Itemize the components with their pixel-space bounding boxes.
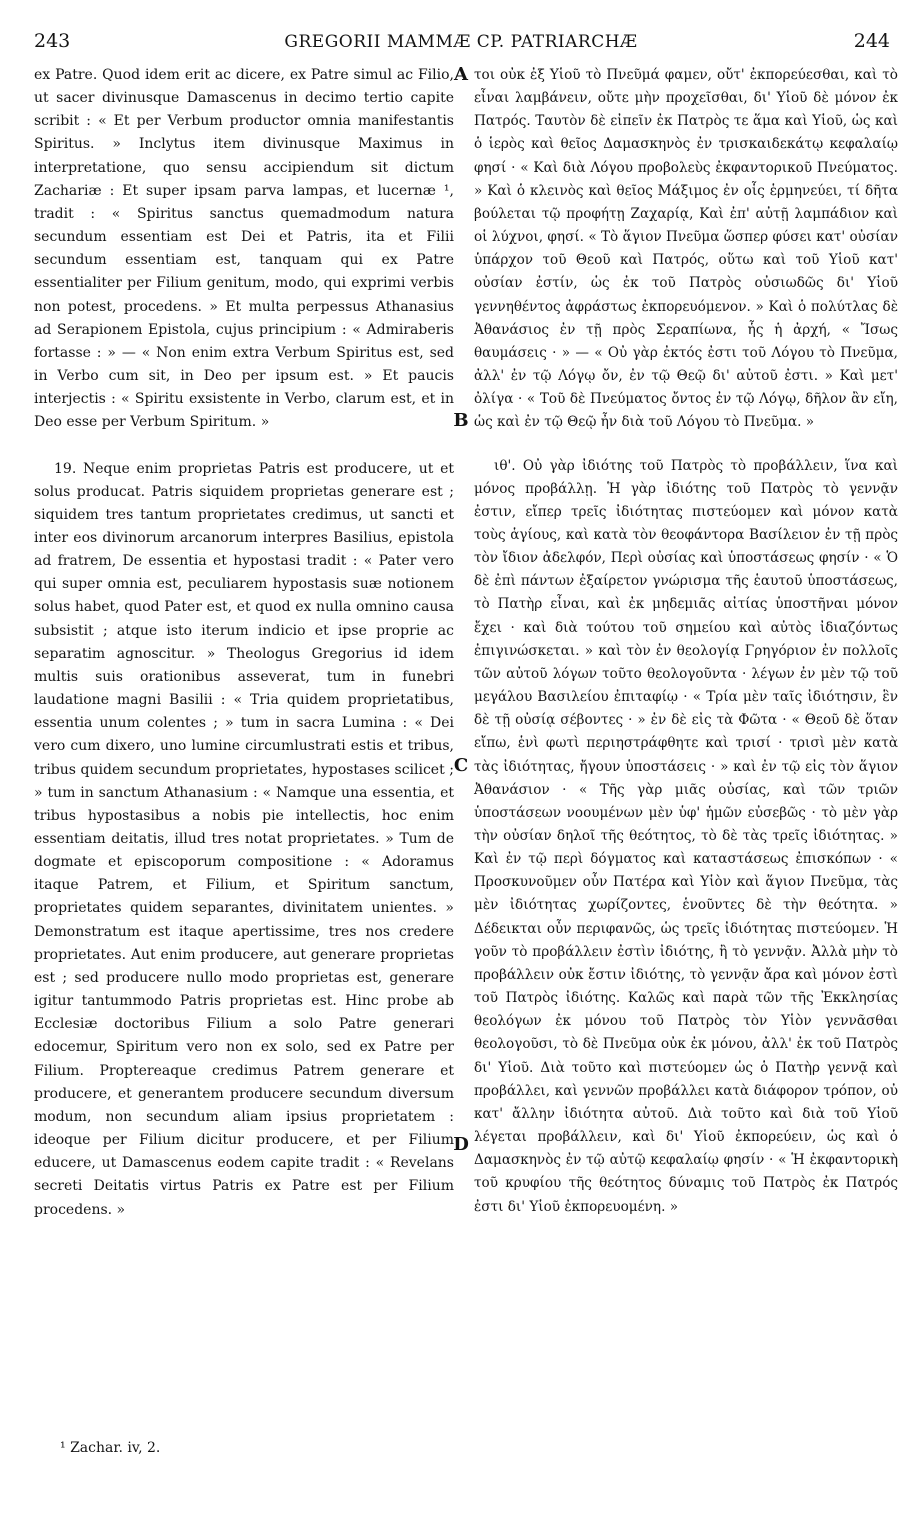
page-header: [0, 30, 922, 60]
margin-marker-d: D: [453, 1134, 469, 1155]
latin-paragraph-2: 19. Neque enim proprietas Patris est producere, ut et solus producat. Patris siquidem proprietas generare est ; siquidem tres tantum proprietates credimus, ut sancti et inter eos divinorum arcanorum interpres Basilius, epistola ad fratrem, De essentia et hypostasi tradit : « Pater vero qui super omnia est, peculiarem hypostasis suæ notionem solus habet, quod Pater est, et quod ex nulla omnino causa subsistit ; atque isto iterum indicio et ipse proprie ac separatim agnoscitur. » Theologus Gregorius id idem multis suis orationibus asseverat, tum in funebri laudatione magni Basilii : « Tria quidem proprietatibus, essentia unum colentes ; » tum in sacra Lumina : « Dei vero cum dixero, uno lumine circumlustrati estis et tribus, tribus quidem secundum proprietates, hypostases scilicet ; » tum in sanctum Athanasium : « Namque una essentia, et tribus hypostasibus a nobis pie intellectis, hoc enim essentiam deitatis, illud tres notat proprietates. » Tum de dogmate et episcoporum compositione : « Adoramus itaque Patrem, et Filium, et Spiritum sanctum, proprietates quidem separantes, divinitatem unientes. » Demonstratum est itaque apertissime, tres nos credere proprietates. Aut enim producere, aut generare proprietas est ; sed producere nullo modo proprietas est, generare igitur tantummodo Patris proprietas est. Hinc probe ab Ecclesiæ doctoribus Filium a solo Patre generari edocemur, Spiritum vero non ex solo, sed ex Patre per Filium. Proptereaque credimus Patrem generare et producere, et generantem producere secundum diversum modum, non secundum aliam ipsius proprietatem : ideoque per Filium dicitur producere, et per Filium educere, ut Damascenus eodem capite tradit : « Revelans secreti Deitatis virtus Patris ex Patre est per Filium procedens. »: [34, 460, 454, 1218]
footnote: ¹ Zachar. iv, 2.: [60, 1440, 161, 1456]
margin-marker-c: C: [453, 755, 469, 776]
page-number-left: 243: [34, 30, 71, 52]
running-title: GREGORII MAMMÆ CP. PATRIARCHÆ: [284, 32, 638, 52]
latin-paragraph-1: ex Patre. Quod idem erit ac dicere, ex Patre simul ac Filio, ut sacer divinusque Damascenus in decimo tertio capite scribit : « Et per Verbum productor omnia manifestantis Spiritus. » Inclytus item divinusque Maximus in interpretatione, quo sensu accipiendum sit dictum Zachariæ : Et super ipsam parva lampas, et lucernæ ¹, tradit : « Spiritus sanctus quemadmodum natura secundum essentiam est Dei et Patris, ita et Filii secundum essentiam est, tanquam qui ex Patre essentialiter per Filium genitum, modo, qui exprimi verbis non potest, procedens. » Et multa perpessus Athanasius ad Serapionem Epistola, cujus principium : « Admiraberis fortasse : » — « Non enim extra Verbum Spiritus est, sed in Verbo cum sit, in Deo per ipsum est. » Et paucis interjectis : « Spiritu exsistente in Verbo, clarum est, et in Deo esse per Verbum Spiritum. »: [34, 67, 454, 431]
margin-marker-a: A: [454, 64, 468, 85]
latin-column: [34, 64, 454, 1222]
margin-marker-b: B: [453, 410, 469, 431]
greek-paragraph-2: ιθ'. Οὐ γὰρ ἰδιότης τοῦ Πατρὸς τὸ προβάλλειν, ἵνα καὶ μόνος προβάλλῃ. Ἡ γὰρ ἰδιότης τοῦ Πατρὸς τὸ γεννᾷν ἐστιν, εἴπερ τρεῖς ἰδιότητας πιστεύομεν καὶ μόνον κατὰ τοὺς ἁγίους, καὶ κατὰ τὸν θεοφάντορα Βασίλειον ἐν τῇ πρὸς τὸν ἴδιον ἀδελφόν, Περὶ οὐσίας καὶ ὑποστάσεως φησίν · « Ὁ δὲ ἐπὶ πάντων ἐξαίρετον γνώρισμα τῆς ἑαυτοῦ ὑποστάσεως, τὸ Πατὴρ εἶναι, καὶ ἐκ μηδεμιᾶς αἰτίας ὑποστῆναι μόνον ἔχει · καὶ διὰ τούτου τοῦ σημείου καὶ αὐτὸς ἰδιαζόντως ἐπιγινώσκεται. » καὶ τὸν ἐν θεολογίᾳ Γρηγόριον ἐν πολλοῖς τῶν αὐτοῦ λόγων τοῦτο θεολογοῦντα · λέγων ἐν μὲν τῷ τοῦ μεγάλου Βασιλείου ἐπιταφίῳ · « Τρία μὲν ταῖς ἰδιότησιν, ἓν δὲ τῇ οὐσίᾳ σέβοντες · » ἐν δὲ εἰς τὰ Φῶτα · « Θεοῦ δὲ ὅταν εἴπω, ἑνὶ φωτὶ περιηστράφθητε καὶ τρισί · τρισὶ μὲν κατὰ τὰς ἰδιότητας, ἤγουν ὑποστάσεις · » καὶ ἐν τῷ εἰς τὸν ἅγιον Ἀθανάσιον · « Τῆς γὰρ μιᾶς οὐσίας, καὶ τῶν τριῶν ὑποστάσεων νοουμένων μὲν ὑφ' ἡμῶν εὐσεβῶς · τὸ μὲν γὰρ τὴν οὐσίαν δηλοῖ τῆς θεότητος, τὸ δὲ τὰς τρεῖς ἰδιότητας. » Καὶ ἐν τῷ περὶ δόγματος καὶ καταστάσεως ἐπισκόπων · « Προσκυνοῦμεν οὖν Πατέρα καὶ Υἱὸν καὶ ἅγιον Πνεῦμα, τὰς μὲν ἰδιότητας χωρίζοντες, ἑνοῦντες δὲ τὴν θεότητα. » Δέδεικται οὖν περιφανῶς, ὡς τρεῖς ἰδιότητας πιστεύομεν. Ἡ γοῦν τὸ προβάλλειν ἐστὶν ἰδιότης, ἢ τὸ γεννᾷν. Ἀλλὰ μὴν τὸ προβάλλειν οὐκ ἔστιν ἰδιότης, τὸ γεννᾷν ἄρα καὶ μόνον ἐστὶ τοῦ Πατρὸς ἰδιότης. Καλῶς καὶ παρὰ τῶν τῆς Ἐκκλησίας θεολόγων ἐκ μόνου τοῦ Πατρὸς τὸν Υἱὸν γεννᾶσθαι θεολογοῦσι, τὸ δὲ Πνεῦμα οὐκ ἐκ μόνου, ἀλλ' ἐκ τοῦ Πατρὸς δι' Υἱοῦ. Διὰ τοῦτο καὶ πιστεύομεν ὡς ὁ Πατὴρ γεννᾷ καὶ προβάλλει, καὶ γεννῶν προβάλλει κατὰ διάφορον τρόπον, οὐ κατ' ἄλλην ἰδιότητα αὐτοῦ. Διὰ τοῦτο καὶ διὰ τοῦ Υἱοῦ λέγεται προβάλλειν, καὶ δι' Υἱοῦ ἐκπορεύειν, ὡς καὶ ὁ Δαμασκηνὸς ἐν τῷ αὐτῷ κεφαλαίῳ φησίν · « Ἡ ἐκφαντορικὴ τοῦ κρυφίου τῆς θεότητος δύναμις τοῦ Πατρὸς ἐκ Πατρός ἐστι δι' Υἱοῦ ἐκπορευομένη. »: [474, 457, 898, 1215]
greek-column: [474, 64, 898, 1219]
page-number-right: 244: [853, 30, 890, 52]
greek-paragraph-1: τοι οὐκ ἐξ Υἱοῦ τὸ Πνεῦμά φαμεν, οὔτ' ἐκπορεύεσθαι, καὶ τὸ εἶναι λαμβάνειν, οὔτε μὴν προχεῖσθαι, δι' Υἱοῦ δὲ μόνον ἐκ Πατρός. Ταυτὸν δὲ εἰπεῖν ἐκ Πατρὸς τε ἅμα καὶ Υἱοῦ, ὡς καὶ ὁ ἱερὸς καὶ θεῖος Δαμασκηνὸς ἐν τρισκαιδεκάτῳ κεφαλαίῳ φησί · « Καὶ διὰ Λόγου προβολεὺς ἐκφαντορικοῦ Πνεύματος. » Καὶ ὁ κλεινὸς καὶ θεῖος Μάξιμος ἐν οἷς ἑρμηνεύει, τί δῆτα βούλεται τῷ προφήτῃ Ζαχαρίᾳ, Καὶ ἐπ' αὐτῇ λαμπάδιον καὶ οἱ λύχνοι, φησί. « Τὸ ἅγιον Πνεῦμα ὥσπερ φύσει κατ' οὐσίαν ὑπάρχον τοῦ Θεοῦ καὶ Πατρός, οὕτω καὶ τοῦ Υἱοῦ κατ' οὐσίαν ἐστίν, ὡς ἐκ τοῦ Πατρὸς οὐσιωδῶς δι' Υἱοῦ γεννηθέντος ἀφράστως ἐκπορευόμενον. » Καὶ ὁ πολύτλας δὲ Ἀθανάσιος ἐν τῇ πρὸς Σεραπίωνα, ἧς ἡ ἀρχή, « Ἴσως θαυμάσεις · » — « Οὐ γὰρ ἐκτός ἐστι τοῦ Λόγου τὸ Πνεῦμα, ἀλλ' ἐν τῷ Λόγῳ ὄν, ἐν τῷ Θεῷ δι' αὐτοῦ ἐστι. » Καὶ μετ' ὀλίγα · « Τοῦ δὲ Πνεύματος ὄντος ἐν τῷ Λόγῳ, δῆλον ἂν εἴη, ὡς καὶ ἐν τῷ Θεῷ ἦν διὰ τοῦ Λόγου τὸ Πνεῦμα. »: [474, 67, 898, 431]
